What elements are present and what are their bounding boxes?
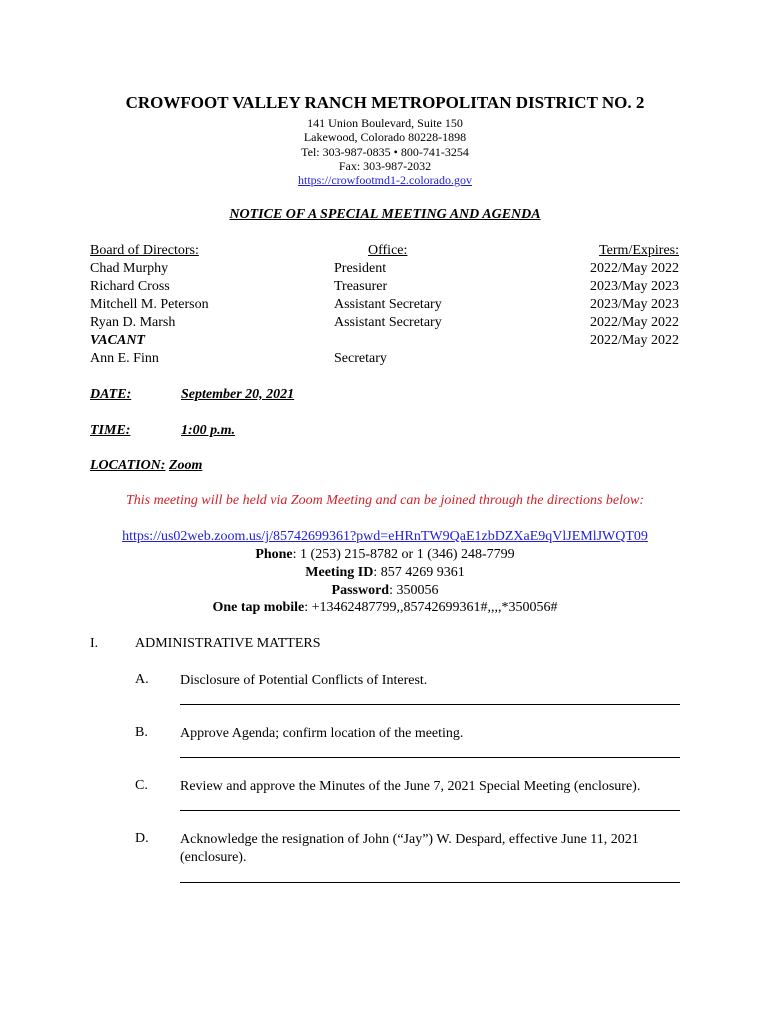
website-link[interactable]: https://crowfootmd1-2.colorado.gov <box>298 173 472 187</box>
item-letter: A. <box>135 672 149 687</box>
item-letter: D. <box>135 831 149 846</box>
zoom-password: Password: 350056 <box>331 583 439 598</box>
agenda-item: Disclosure of Potential Conflicts of Interest. <box>180 673 428 688</box>
phone-line: Tel: 303-987-0835 • 800-741-3254 <box>301 145 469 159</box>
member-name: Ann E. Finn <box>90 351 159 366</box>
notice-title: NOTICE OF A SPECIAL MEETING AND AGENDA <box>229 207 541 222</box>
zoom-intro: This meeting will be held via Zoom Meeting and can be joined through the directions below: <box>125 493 645 508</box>
location-label: LOCATION: <box>90 458 166 473</box>
member-name: Mitchell M. Peterson <box>90 297 209 312</box>
signature-line <box>180 704 680 705</box>
office-header: Office: <box>368 243 408 258</box>
zoom-one-tap: One tap mobile: +13462487799,,85742699361#,,,,*350056# <box>212 600 558 615</box>
directors-header: Board of Directors: <box>90 243 199 258</box>
member-term: 2022/May 2022 <box>589 333 679 348</box>
member-name: Richard Cross <box>90 279 170 294</box>
date-value: September 20, 2021 <box>181 387 295 402</box>
member-name-vacant: VACANT <box>90 333 145 348</box>
item-letter: C. <box>135 778 148 793</box>
member-name: Ryan D. Marsh <box>90 315 176 330</box>
member-office: Assistant Secretary <box>334 297 442 312</box>
member-term: 2022/May 2022 <box>589 261 679 276</box>
location-line <box>90 458 202 474</box>
member-office: Treasurer <box>334 279 388 294</box>
member-office: Assistant Secretary <box>334 315 442 330</box>
signature-line <box>180 757 680 758</box>
district-title: CROWFOOT VALLEY RANCH METROPOLITAN DISTRICT NO. 2 <box>125 93 645 112</box>
time-label: TIME: <box>90 423 131 438</box>
location-value: Zoom <box>168 458 203 473</box>
item-letter: B. <box>135 725 148 740</box>
date-label: DATE: <box>90 387 132 402</box>
zoom-link[interactable]: https://us02web.zoom.us/j/85742699361?pwd=eHRnTW9QaE1zbDZXaE9qVlJEMlJWQT09 <box>122 529 648 544</box>
zoom-meeting-id: Meeting ID: 857 4269 9361 <box>305 565 465 580</box>
member-name: Chad Murphy <box>90 261 169 276</box>
signature-line <box>180 882 680 883</box>
time-value: 1:00 p.m. <box>181 423 236 438</box>
signature-line <box>180 810 680 811</box>
fax-line: Fax: 303-987-2032 <box>338 159 432 173</box>
zoom-phone: Phone: 1 (253) 215-8782 or 1 (346) 248-7799 <box>255 547 515 562</box>
member-office: President <box>334 261 387 276</box>
address-line-1: 141 Union Boulevard, Suite 150 <box>307 116 463 130</box>
address-line-2: Lakewood, Colorado 80228-1898 <box>303 130 467 144</box>
member-term: 2023/May 2023 <box>589 279 679 294</box>
agenda-item: Approve Agenda; confirm location of the meeting. <box>180 726 464 741</box>
term-header: Term/Expires: <box>599 243 679 258</box>
agenda-item: Review and approve the Minutes of the June 7, 2021 Special Meeting (enclosure). <box>180 779 641 794</box>
member-office: Secretary <box>334 351 387 366</box>
agenda-item: Acknowledge the resignation of John (“Jay”) W. Despard, effective June 11, 2021 (enclosure). <box>180 832 639 865</box>
member-term: 2023/May 2023 <box>589 297 679 312</box>
section-number: I. <box>90 636 99 651</box>
member-term: 2022/May 2022 <box>589 315 679 330</box>
section-title: ADMINISTRATIVE MATTERS <box>135 636 321 651</box>
